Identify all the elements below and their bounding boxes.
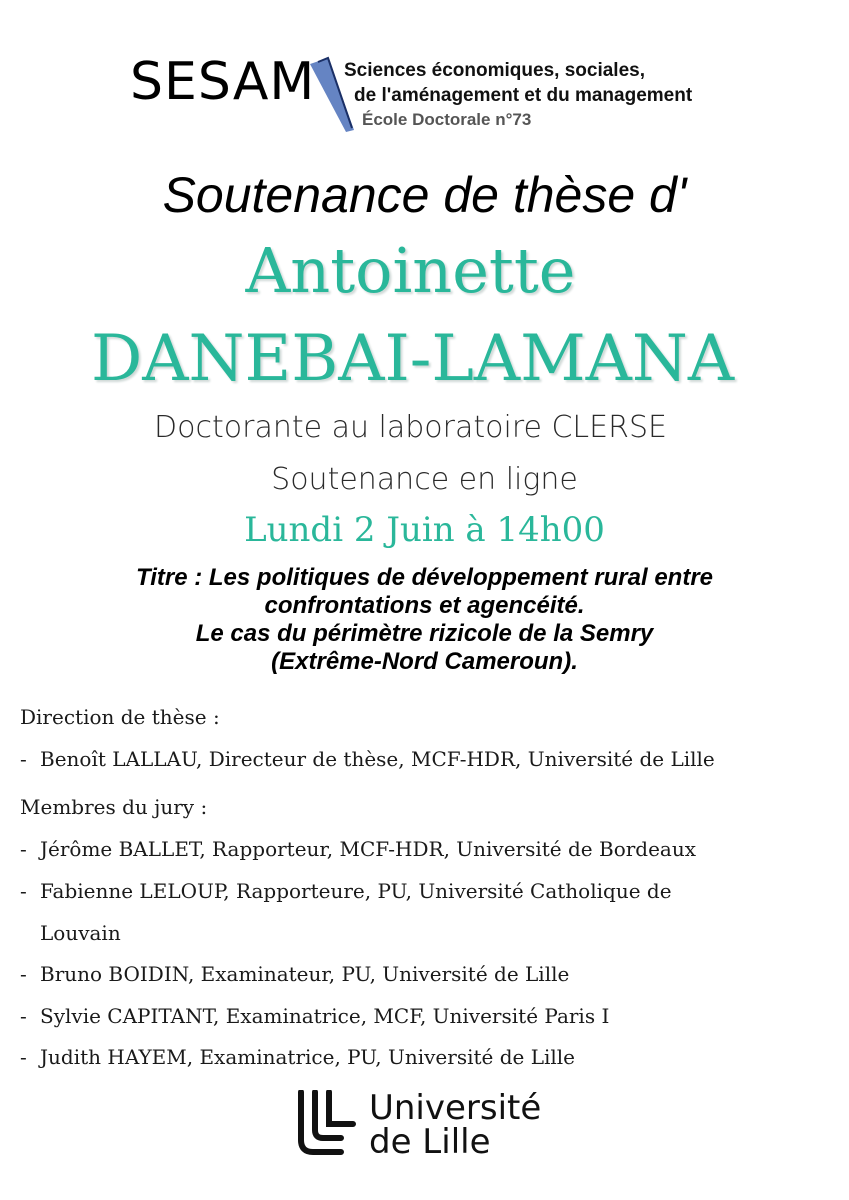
- director-text: Benoît LALLAU, Directeur de thèse, MCF-HDR, Université de Lille: [40, 747, 715, 771]
- sesam-logo: [130, 48, 730, 138]
- sesam-line-1: Sciences économiques, sociales,: [344, 60, 645, 81]
- jury-member-text: Bruno BOIDIN, Examinateur, PU, Université de Lille: [40, 962, 570, 986]
- page-heading: Soutenance de thèse d': [162, 167, 687, 223]
- universite-de-lille-logo: [297, 1088, 567, 1160]
- jury-member-continuation: [40, 921, 840, 945]
- list-dash: -: [20, 747, 27, 771]
- jury-member-text: Sylvie CAPITANT, Examinatrice, MCF, Université Paris I: [40, 1004, 610, 1028]
- jury-member: [20, 879, 820, 903]
- jury-member-text: Jérôme BALLET, Rapporteur, MCF-HDR, Université de Bordeaux: [40, 837, 697, 861]
- jury-member: [20, 1004, 820, 1028]
- jury-label: Membres du jury :: [20, 795, 208, 819]
- list-dash: -: [20, 962, 27, 986]
- list-dash: -: [20, 879, 27, 903]
- list-dash: -: [20, 837, 27, 861]
- jury-member: [20, 1045, 820, 1069]
- list-dash: -: [20, 1004, 27, 1028]
- universite-lille-mark-icon: [297, 1090, 357, 1156]
- online-subtitle: Soutenance en ligne: [271, 462, 578, 497]
- director-entry: [20, 747, 820, 771]
- jury-member: [20, 837, 820, 861]
- thesis-title: [60, 564, 789, 676]
- thesis-title-line: Titre : Les politiques de développement rural entre: [135, 564, 714, 591]
- list-dash: -: [20, 1045, 27, 1069]
- direction-label: Direction de thèse :: [20, 705, 220, 729]
- universite-text: Université: [369, 1088, 542, 1128]
- sesam-logo-word: SESAM: [130, 52, 316, 112]
- de-lille-text: de Lille: [369, 1122, 491, 1162]
- candidate-last-name: DANEBAI-LAMANA: [90, 322, 735, 396]
- jury-member: [20, 962, 820, 986]
- thesis-title-line: (Extrême-Nord Cameroun).: [271, 648, 578, 675]
- laboratory-subtitle: Doctorante au laboratoire CLERSE: [154, 410, 667, 445]
- sesam-line-2: de l'aménagement et du management: [354, 85, 693, 106]
- jury-member-text: Judith HAYEM, Examinatrice, PU, Université de Lille: [40, 1045, 576, 1069]
- candidate-first-name: Antoinette: [245, 234, 576, 307]
- thesis-title-line: confrontations et agencéité.: [264, 592, 585, 619]
- jury-member-text: Louvain: [40, 921, 121, 945]
- thesis-title-line: Le cas du périmètre rizicole de la Semry: [195, 620, 654, 647]
- defense-date: Lundi 2 Juin à 14h00: [244, 510, 605, 550]
- sesam-ecole-doctorale: École Doctorale n°73: [362, 110, 532, 129]
- jury-member-text: Fabienne LELOUP, Rapporteure, PU, Université Catholique de: [40, 879, 672, 903]
